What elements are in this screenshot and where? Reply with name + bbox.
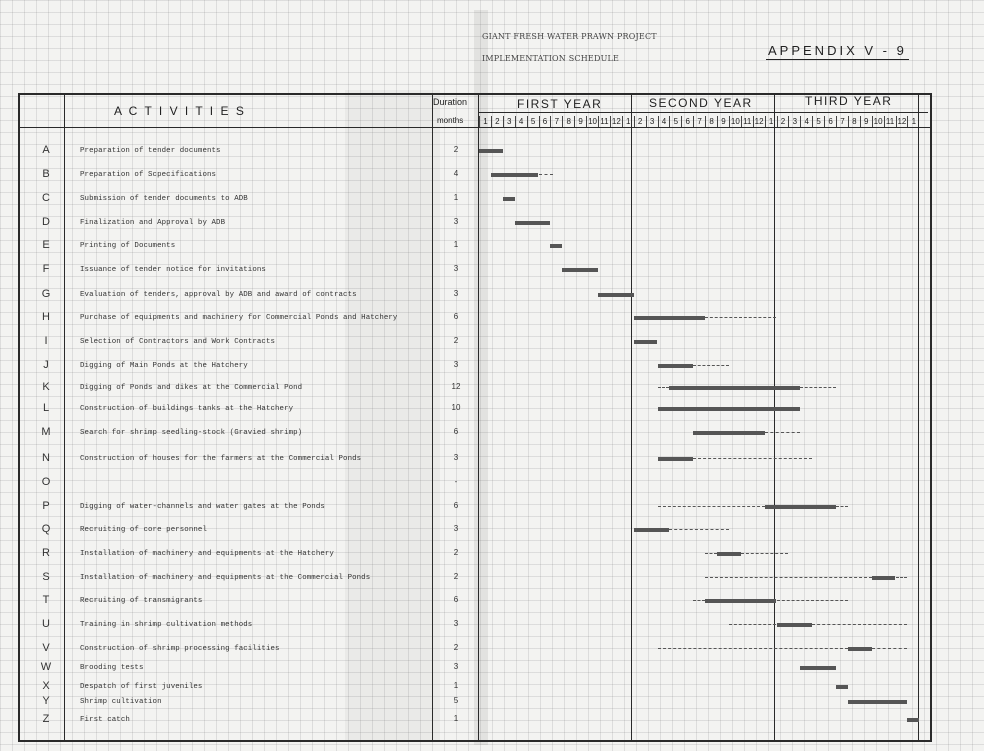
bottom-rule <box>30 740 550 741</box>
schedule-bar <box>562 268 598 272</box>
row-letter: N <box>42 452 50 464</box>
schedule-bar <box>800 666 836 670</box>
schedule-dashed-extension <box>539 174 553 175</box>
activity-duration: 1 <box>453 240 459 249</box>
schedule-dashed-extension <box>658 648 848 649</box>
activity-duration: 3 <box>453 662 459 671</box>
schedule-bar <box>907 718 919 722</box>
schedule-bar <box>479 149 503 153</box>
schedule-dashed-extension <box>800 387 836 388</box>
schedule-bar <box>598 293 634 297</box>
month-cell: 6 <box>539 116 551 127</box>
schedule-dashed-extension <box>658 387 670 388</box>
activity-name: Recruiting of core personnel <box>80 526 207 534</box>
activity-duration: 3 <box>453 619 459 628</box>
activity-duration: 6 <box>453 501 459 510</box>
activity-column-divider <box>432 93 433 740</box>
month-cell: 12 <box>897 117 907 126</box>
schedule-bar <box>717 552 741 556</box>
activity-name: Construction of houses for the farmers at the Commercial Ponds <box>80 455 362 463</box>
schedule-dashed-extension <box>812 624 907 625</box>
row-letter: W <box>40 661 52 673</box>
schedule-dashed-extension <box>705 317 776 318</box>
row-letter: H <box>42 311 50 323</box>
month-cell: 1 <box>765 116 777 127</box>
year-third-label: THIRD YEAR <box>805 94 893 108</box>
schedule-bar <box>550 244 562 248</box>
schedule-subtitle: IMPLEMENTATION SCHEDULE <box>482 54 620 63</box>
activity-duration: 6 <box>453 427 459 436</box>
activity-name: Digging of water-channels and water gates at the Ponds <box>80 503 325 511</box>
schedule-bar <box>693 431 764 435</box>
activity-name: Finalization and Approval by ADB <box>80 219 226 227</box>
month-cell: 11 <box>741 116 753 127</box>
row-letter: C <box>42 192 50 204</box>
duration-header: Duration <box>433 97 468 107</box>
activity-duration: 3 <box>453 217 459 226</box>
activity-duration: 3 <box>453 360 459 369</box>
schedule-dashed-extension <box>872 648 908 649</box>
row-letter: P <box>42 500 50 512</box>
year2-divider <box>774 93 775 740</box>
schedule-bar <box>515 221 551 225</box>
month-cell: 11 <box>598 116 610 127</box>
month-cell: 2 <box>491 116 503 127</box>
schedule-dashed-extension <box>836 506 848 507</box>
activity-name: Shrimp cultivation <box>80 698 162 706</box>
activity-name: Recruiting of transmigrants <box>80 597 203 605</box>
month-cell: 6 <box>824 116 836 127</box>
schedule-dashed-extension <box>693 365 729 366</box>
activity-name: Installation of machinery and equipments at the Commercial Ponds <box>80 574 371 582</box>
activity-name: Preparation of tender documents <box>80 147 221 155</box>
activity-name: Construction of buildings tanks at the Hatchery <box>80 405 294 413</box>
row-letter: T <box>42 594 50 606</box>
schedule-dashed-extension <box>693 600 705 601</box>
schedule-bar <box>491 173 539 177</box>
schedule-bar <box>872 576 896 580</box>
activity-duration: 6 <box>453 312 459 321</box>
schedule-dashed-extension <box>705 553 717 554</box>
month-cell: 8 <box>562 116 574 127</box>
schedule-bar <box>848 700 908 704</box>
month-cell: 9 <box>860 116 872 127</box>
activity-name: Purchase of equipments and machinery for Commercial Ponds and Hatchery <box>80 314 398 322</box>
row-letter: M <box>41 426 51 438</box>
month-cell: 4 <box>800 116 812 127</box>
month-cell: 6 <box>681 116 693 127</box>
month-divider <box>478 112 928 113</box>
row-letter: R <box>42 547 50 559</box>
month-cell: 7 <box>693 116 705 127</box>
month-cell: 10 <box>730 117 740 126</box>
schedule-bar <box>836 685 848 689</box>
schedule-dashed-extension <box>765 432 801 433</box>
schedule-dashed-extension <box>741 553 789 554</box>
activities-header: A C T I V I T I E S <box>114 104 246 118</box>
activity-duration: 3 <box>453 289 459 298</box>
activity-duration: 3 <box>453 524 459 533</box>
activity-duration: - <box>454 477 458 486</box>
row-letter: V <box>42 642 50 654</box>
row-letter: I <box>44 335 48 347</box>
row-letter: Q <box>41 523 51 535</box>
activity-duration: 12 <box>451 382 461 391</box>
year-first-label: FIRST YEAR <box>517 97 603 111</box>
row-letter: L <box>42 402 50 414</box>
activity-name: First catch <box>80 716 130 724</box>
month-cell: 1 <box>479 116 491 127</box>
month-cell: 12 <box>754 117 764 126</box>
activity-name: Selection of Contractors and Work Contracts <box>80 338 276 346</box>
month-cell: 8 <box>705 116 717 127</box>
schedule-bar <box>705 599 776 603</box>
row-letter: F <box>42 263 50 275</box>
activity-name: Preparation of Scpecifications <box>80 171 217 179</box>
month-cell: 9 <box>717 116 729 127</box>
month-cell: 12 <box>611 117 621 126</box>
row-letter: J <box>43 359 49 371</box>
month-cell: 10 <box>873 117 883 126</box>
activity-duration: 2 <box>453 336 459 345</box>
activity-name: Submission of tender documents to ADB <box>80 195 248 203</box>
month-cell: 5 <box>812 116 824 127</box>
month-cell: 3 <box>646 116 658 127</box>
schedule-dashed-extension <box>729 624 777 625</box>
month-cell: 1 <box>622 116 634 127</box>
month-cell: 4 <box>515 116 527 127</box>
activity-name: Evaluation of tenders, approval by ADB and award of contracts <box>80 291 357 299</box>
activity-duration: 4 <box>453 169 459 178</box>
activity-duration: 1 <box>453 714 459 723</box>
month-cell: 4 <box>658 116 670 127</box>
row-letter: U <box>42 618 50 630</box>
month-cell: 9 <box>574 116 586 127</box>
schedule-dashed-extension <box>669 529 729 530</box>
row-letter: Z <box>42 713 50 725</box>
row-letter: O <box>41 476 51 488</box>
schedule-bar <box>634 316 705 320</box>
schedule-dashed-extension <box>658 506 765 507</box>
schedule-bar <box>777 623 813 627</box>
schedule-bar <box>634 528 670 532</box>
schedule-dashed-extension <box>896 577 908 578</box>
activity-name: Brooding tests <box>80 664 144 672</box>
activity-name: Digging of Main Ponds at the Hatchery <box>80 362 248 370</box>
activity-duration: 6 <box>453 595 459 604</box>
activity-duration: 10 <box>451 403 461 412</box>
months-header: months <box>437 116 464 125</box>
month-cell: 2 <box>634 116 646 127</box>
month-cell: 7 <box>836 116 848 127</box>
activity-duration: 1 <box>453 193 459 202</box>
activity-duration: 2 <box>453 643 459 652</box>
year-second-label: SECOND YEAR <box>649 96 753 110</box>
year3-divider <box>918 93 919 740</box>
schedule-dashed-extension <box>693 458 812 459</box>
month-cell: 5 <box>669 116 681 127</box>
schedule-bar <box>503 197 515 201</box>
month-cell: 3 <box>503 116 515 127</box>
month-cell: 1 <box>907 116 919 127</box>
month-cell: 11 <box>884 116 896 127</box>
schedule-bar <box>658 457 694 461</box>
month-cell: 5 <box>527 116 539 127</box>
activity-name: Issuance of tender notice for invitations <box>80 266 266 274</box>
year1-divider <box>631 93 632 740</box>
duration-column-divider <box>478 93 479 740</box>
activity-duration: 2 <box>453 548 459 557</box>
row-letter: X <box>42 680 50 692</box>
activity-name: Despatch of first juveniles <box>80 683 203 691</box>
month-cell: 10 <box>588 117 597 126</box>
activity-name: Printing of Documents <box>80 242 176 250</box>
activity-duration: 3 <box>453 453 459 462</box>
row-letter: G <box>41 288 51 300</box>
schedule-bar <box>669 386 800 390</box>
project-title: GIANT FRESH WATER PRAWN PROJECT <box>482 32 657 41</box>
activity-name: Training in shrimp cultivation methods <box>80 621 253 629</box>
month-cell: 2 <box>777 116 789 127</box>
activity-duration: 1 <box>453 681 459 690</box>
schedule-bar <box>658 364 694 368</box>
schedule-bar <box>848 647 872 651</box>
letter-column-divider <box>64 93 65 740</box>
activity-duration: 2 <box>453 572 459 581</box>
row-letter: Y <box>42 695 50 707</box>
activity-duration: 5 <box>453 696 459 705</box>
schedule-bar <box>765 505 836 509</box>
row-letter: A <box>42 144 50 156</box>
row-letter: K <box>42 381 50 393</box>
activity-duration: 2 <box>453 145 459 154</box>
row-letter: E <box>42 239 50 251</box>
month-cell: 8 <box>848 116 860 127</box>
schedule-bar <box>658 407 801 411</box>
row-letter: D <box>42 216 50 228</box>
header-divider <box>18 127 930 128</box>
row-letter: B <box>42 168 50 180</box>
schedule-bar <box>634 340 658 344</box>
activity-name: Search for shrimp seedling-stock (Gravied shrimp) <box>80 429 303 437</box>
month-cell: 7 <box>550 116 562 127</box>
activity-duration: 3 <box>453 264 459 273</box>
activity-name: Construction of shrimp processing facilities <box>80 645 280 653</box>
month-cell: 3 <box>788 116 800 127</box>
activity-name: Installation of machinery and equipments at the Hatchery <box>80 550 334 558</box>
schedule-dashed-extension <box>777 600 848 601</box>
schedule-dashed-extension <box>705 577 872 578</box>
row-letter: S <box>42 571 50 583</box>
appendix-label: APPENDIX V - 9 <box>768 43 907 58</box>
activity-name: Digging of Ponds and dikes at the Commercial Pond <box>80 384 303 392</box>
